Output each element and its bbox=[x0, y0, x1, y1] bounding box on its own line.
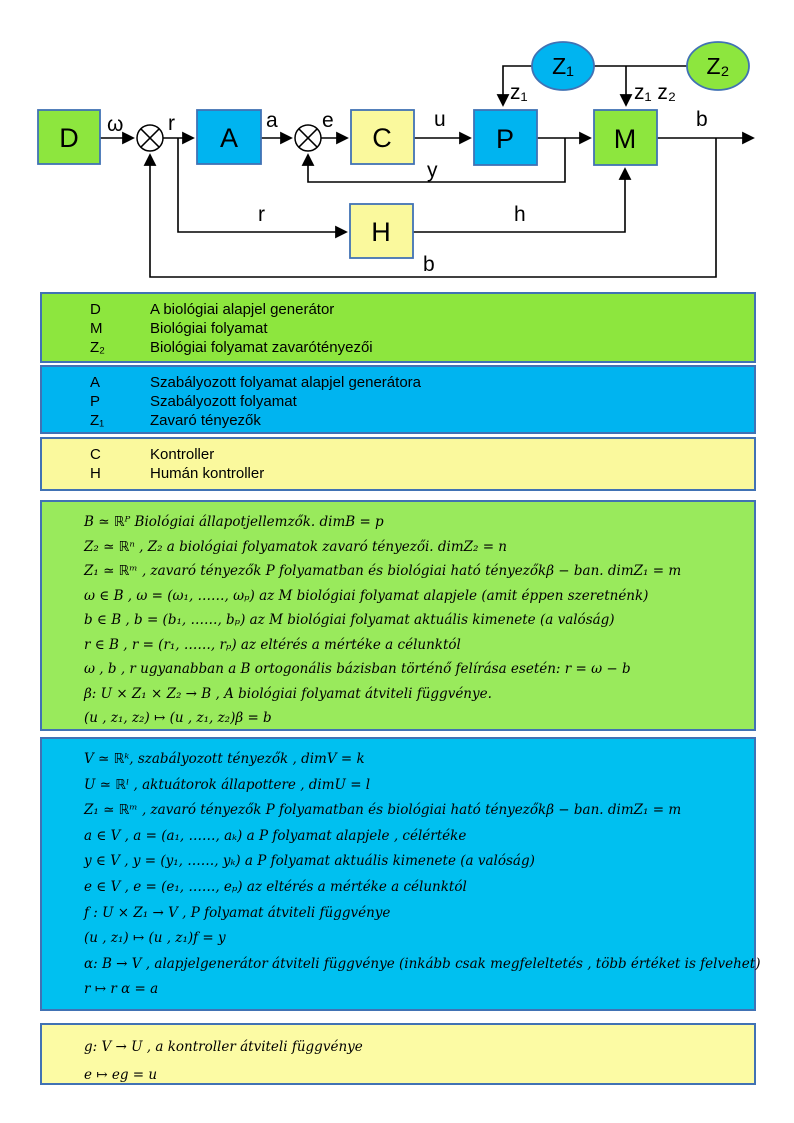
note-line: b ∈ B , b = (b₁, ……, bₚ) az M biológiai folyamat aktuális kimenete (a valóság) bbox=[84, 612, 615, 628]
note-line: r ↦ r α = a bbox=[84, 981, 159, 998]
ellipse-z1-label: Z₁ bbox=[552, 53, 574, 79]
note-line: g: V → U , a kontroller átviteli függvénye bbox=[84, 1039, 363, 1055]
legend-text: A biológiai alapjel generátor bbox=[150, 301, 335, 318]
note-line: α: B → V , alapjelgenerátor átviteli függvénye (inkább csak megfeleltetés , több értéket is felvehet) bbox=[84, 955, 761, 972]
note-line: r ∈ B , r = (r₁, ……, rₚ) az eltérés a mértéke a célunktól bbox=[84, 636, 461, 653]
legend-row bbox=[42, 319, 754, 338]
signal-u: u bbox=[434, 108, 446, 131]
legend-text: Szabályozott folyamat alapjel generátora bbox=[150, 374, 421, 391]
signal-z1z2: z₁ z₂ bbox=[634, 81, 677, 104]
note-line: a ∈ V , a = (a₁, ……, aₖ) a P folyamat alapjele , célértéke bbox=[84, 827, 467, 844]
legend-box-controller bbox=[40, 437, 756, 491]
note-line: ω , b , r ugyanabban a B ortogonális bázisban történő felírása esetén: r = ω − b bbox=[84, 661, 631, 677]
note-line: β: U × Z₁ × Z₂ → B , A biológiai folyamat átviteli függvénye. bbox=[84, 685, 492, 702]
note-line: Z₁ ≃ ℝᵐ , zavaró tényezők P folyamatban és biológiai ható tényezőkβ − ban. dimZ₁ = m bbox=[84, 802, 682, 819]
signal-b-out: b bbox=[696, 108, 708, 131]
block-a-label: A bbox=[219, 123, 239, 153]
signal-e: e bbox=[322, 109, 334, 132]
notes-box-biological bbox=[40, 500, 756, 731]
note-line: ω ∈ B , ω = (ω₁, ……, ωₚ) az M biológiai folyamat alapjele (amit éppen szeretnénk) bbox=[84, 587, 649, 604]
sum-junction-1 bbox=[137, 125, 163, 151]
legend-text: Humán kontroller bbox=[150, 465, 265, 482]
legend-symbol: Z₁ bbox=[90, 412, 105, 429]
note-line: f : U × Z₁ → V , P folyamat átviteli függvénye bbox=[84, 904, 391, 921]
legend-box-biological bbox=[40, 292, 756, 363]
note-line: (u , z₁) ↦ (u , z₁)f = y bbox=[84, 930, 226, 947]
block-m-label: M bbox=[613, 124, 637, 154]
signal-z1: z₁ bbox=[510, 81, 528, 104]
notes-box-controller bbox=[40, 1023, 756, 1085]
signal-r-top: r bbox=[168, 112, 175, 135]
legend-text: Zavaró tényezők bbox=[150, 412, 261, 429]
block-c-label: C bbox=[372, 123, 392, 153]
legend-symbol: C bbox=[90, 446, 101, 463]
legend-symbol: M bbox=[90, 320, 103, 337]
legend-row bbox=[42, 411, 754, 430]
notes-box-controlled bbox=[40, 737, 761, 1011]
note-line: e ↦ eg = u bbox=[84, 1067, 158, 1083]
legend-row bbox=[42, 392, 754, 411]
block-diagram bbox=[0, 0, 794, 292]
legend-row bbox=[42, 338, 754, 357]
note-line: U ≃ ℝˡ , aktuátorok állapottere , dimU = l bbox=[84, 776, 371, 793]
legend-text: Biológiai folyamat zavarótényezői bbox=[150, 339, 373, 356]
legend-row bbox=[42, 445, 754, 464]
legend-text: Kontroller bbox=[150, 446, 215, 463]
signal-y: y bbox=[427, 159, 438, 182]
legend-symbol: H bbox=[90, 465, 101, 482]
signal-b-low: b bbox=[423, 253, 435, 276]
signal-r-mid: r bbox=[258, 203, 265, 226]
note-line: e ∈ V , e = (e₁, ……, eₚ) az eltérés a mértéke a célunktól bbox=[84, 878, 467, 895]
note-line: B ≃ ℝᴾ Biológiai állapotjellemzők. dimB = p bbox=[84, 514, 384, 530]
legend-symbol: A bbox=[90, 374, 101, 391]
note-line: Z₂ ≃ ℝⁿ , Z₂ a biológiai folyamatok zavaró tényezői. dimZ₂ = n bbox=[84, 538, 508, 555]
note-line: V ≃ ℝᵏ, szabályozott tényezők , dimV = k bbox=[84, 751, 365, 767]
block-d-label: D bbox=[59, 123, 79, 153]
legend-text: Biológiai folyamat bbox=[150, 320, 268, 337]
block-p-label: P bbox=[495, 124, 515, 154]
legend-box-controlled bbox=[40, 365, 756, 434]
legend-row bbox=[42, 464, 754, 483]
note-line: (u , z₁, z₂) ↦ (u , z₁, z₂)β = b bbox=[84, 710, 272, 726]
ellipse-z2-label: Z₂ bbox=[706, 53, 730, 79]
legend-symbol: P bbox=[90, 393, 101, 410]
note-line: y ∈ V , y = (y₁, ……, yₖ) a P folyamat aktuális kimenete (a valóság) bbox=[84, 853, 535, 870]
legend-symbol: D bbox=[90, 301, 101, 318]
note-line: Z₁ ≃ ℝᵐ , zavaró tényezők P folyamatban és biológiai ható tényezőkβ − ban. dimZ₁ = m bbox=[84, 563, 682, 579]
legend-row bbox=[42, 373, 754, 392]
legend-text: Szabályozott folyamat bbox=[150, 393, 297, 410]
block-h-label: H bbox=[371, 217, 391, 247]
signal-omega: ω bbox=[107, 113, 124, 136]
signal-a: a bbox=[266, 109, 278, 132]
legend-symbol: Z₂ bbox=[90, 339, 105, 356]
signal-h: h bbox=[514, 203, 526, 226]
sum-junction-2 bbox=[295, 125, 321, 151]
legend-row bbox=[42, 300, 754, 319]
